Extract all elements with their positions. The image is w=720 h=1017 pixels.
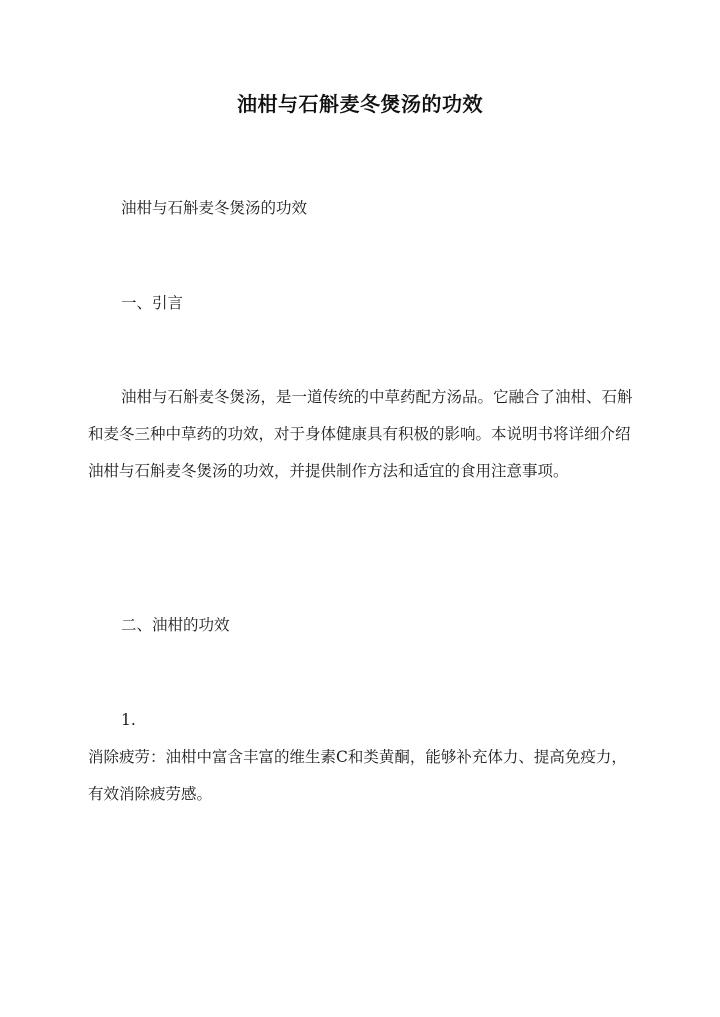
document-subtitle: 油柑与石斛麦冬煲汤的功效 xyxy=(121,199,308,217)
list-item-number: 1. xyxy=(121,711,136,729)
intro-paragraph: 油柑与石斛麦冬煲汤，是一道传统的中草药配方汤品。它融合了油柑、石斛和麦冬三种中草药的功效，对于身体健康具有积极的影响。本说明书将详细介绍油柑与石斛麦冬煲汤的功效，并提供制作方法和适宜的食用注意事项。 xyxy=(88,388,633,480)
section-heading-introduction: 一、引言 xyxy=(121,294,184,312)
document-title: 油柑与石斛麦冬煲汤的功效 xyxy=(237,92,483,116)
list-item-text: 消除疲劳：油柑中富含丰富的维生素C和类黄酮，能够补充体力、提高免疫力，有效消除疲劳感。 xyxy=(88,748,627,803)
section-heading-youngan-effects: 二、油柑的功效 xyxy=(121,616,230,634)
